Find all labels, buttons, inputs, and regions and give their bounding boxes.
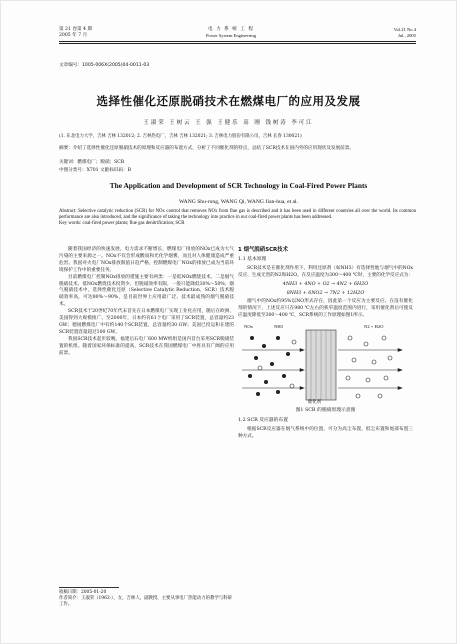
header-rule bbox=[59, 41, 416, 42]
affiliation-cn: (1. 东北电力大学，吉林 吉林 132012; 2. 吉林热电厂，吉林 吉林 132021; 3. 吉林电力股份有限公司，吉林 长春 130021) bbox=[59, 134, 302, 139]
footnote bbox=[59, 590, 234, 608]
author-bio: 作者简介：王淑荣（1963-），女，吉林人，副教授，主要从事电厂热能动力的教学与科研工作。 bbox=[59, 596, 232, 607]
section-heading: 1 烟气脱硝SCR技术 bbox=[238, 247, 288, 253]
abstract-cn: 摘要：介绍了选择性催化还原脱硝技术的原理和反应器的布置方式，分析了不同催化剂的特点，总结了SCR技术在国内外的应用现状及发展前景。 bbox=[59, 146, 354, 151]
header-volume-en: Vol.21 No.4 bbox=[393, 27, 416, 32]
received-date: 收稿日期：2005-01-20 bbox=[59, 590, 107, 595]
header-date-en: Jul., 2005 bbox=[398, 33, 416, 38]
classification-cn: 中图分类号：X701 文献标识码：B bbox=[59, 168, 132, 173]
subsection-heading: 1.1 基本原理 bbox=[238, 256, 267, 262]
header-date-cn: 2005 年 7 月 bbox=[59, 33, 88, 38]
body-paragraph: 烟气中的NOx约95%以NO形式存在，因此第一个反应为主要反应。在没有催化剂的情况下，上述反应只在980 ℃左右的狭窄温度范围内进行，采用催化剂后可使反应温度降低至300～400 ℃，SCR系统的工作原理如图1所示。 bbox=[238, 299, 413, 319]
header-rule-thin bbox=[59, 43, 416, 44]
authors-en: WANG Shu-rong, WANG Qi, WANG Jian-hua, et al. bbox=[179, 199, 298, 205]
figure-label-out: N2 + H2O bbox=[364, 324, 384, 330]
inlet-molecules bbox=[248, 336, 290, 396]
body-right-column bbox=[238, 247, 413, 441]
journal-volume-en bbox=[326, 27, 416, 39]
scr-principle-figure bbox=[238, 324, 413, 406]
body-paragraph: SCR技术于20世纪70年代末首先在日本燃煤电厂实现工业化应用，随后在欧洲、美国得到大规模推广。至2000年，日本约有61个电厂采用了SCR装置，总容量约23 GW；德国燃煤电厂中有约140个SCR装置，总容量约30 GW；美国已投运和在建的SCR装置容量超过100 GW。 bbox=[59, 309, 234, 335]
body-paragraph: 随着我国经济的快速发展，电力需求不断增长，燃煤电厂排放的NOx已成为大气污染的主要来源之一。NOx不仅会形成酸雨和光化学烟雾，而且对人体健康造成严重危害。我国对火电厂NOx排放限值日趋严格，控制燃煤电厂NOx的排放已成为当前环境保护工作中的重要任务。 bbox=[59, 247, 234, 273]
body-paragraph: 根据SCR反应器在烟气系统中的位置，可分为高尘布置、低尘布置和尾部布置三种方式。 bbox=[238, 426, 413, 439]
figure-caption: 图1 SCR 的脱硝原理示意图 bbox=[295, 408, 356, 414]
authors-cn: 王淑荣 王树云 王 强 王健乐 高 刚 钱树涛 李可江 bbox=[143, 120, 314, 126]
body-left-column bbox=[59, 247, 234, 358]
figure-label-nh3: NH3 bbox=[274, 324, 283, 330]
abstract-en bbox=[59, 209, 416, 228]
figure-label-catalyst: 催化剂 bbox=[308, 400, 322, 406]
scr-diagram bbox=[238, 324, 413, 406]
title-cn: 选择性催化还原脱硝技术在燃煤电厂的应用及发展 bbox=[96, 94, 361, 108]
figure-label-nox: NOx bbox=[244, 324, 253, 330]
header-journal-cn: 电 力 系 统 工 程 bbox=[208, 27, 254, 32]
header-volume-cn: 第 21 卷第 4 期 bbox=[59, 27, 92, 32]
abstract-en-text: Abstract: Selective catalytic reduction (SCR) for NOx control that removes NOx from flue gas is described and it has been used in different countries all over the world. Its common performance are also introduced, and the significance of taking the technology into practice in our coal-fired power plants has been addressed. bbox=[59, 209, 416, 221]
body-paragraph: 目前燃煤电厂控制NOx排放的措施主要有两类：一是低NOx燃烧技术，二是烟气脱硝技术。低NOx燃烧技术投资少，但脱硝效率有限，一般只能降低30%～50%；烟气脱硝技术中，选择性催化还原（Selective Catalytic Reduction，SCR）技术脱硝效率高，可达80%～90%，是目前世界上应用最广泛、技术最成熟的烟气脱硝技术。 bbox=[59, 274, 234, 308]
keywords-en: Key words: coal-fired power plants; flue gas denitrification; SCR bbox=[59, 221, 185, 227]
title-en: The Application and Development of SCR Technology in Coal-Fired Power Plants bbox=[109, 181, 368, 190]
journal-name bbox=[151, 27, 311, 39]
outlet-molecules bbox=[346, 336, 392, 398]
footnote-rule bbox=[59, 587, 119, 588]
subsection-heading: 1.2 SCR 反应器的布置 bbox=[238, 418, 289, 424]
journal-issue bbox=[59, 27, 149, 39]
formula-2: 8NH3 + 6NO2 → 7N2 + 12H2O bbox=[286, 290, 365, 296]
keywords-cn: 关键词：燃煤电厂；脱硝；SCR bbox=[59, 160, 125, 165]
body-paragraph: 我国SCR技术起步较晚，福建后石电厂600 MW机组是国内首台采用SCR脱硝装置的机组。随着国家环保标准的提高，SCR技术在我国燃煤电厂中将具有广阔的应用前景。 bbox=[59, 336, 234, 356]
formula-1: 4NH3 + 4NO + O2 → 4N2 + 6H2O bbox=[282, 281, 369, 287]
header-journal-en: Power System Engineering bbox=[205, 33, 256, 38]
body-paragraph: SCR技术是在催化剂作用下，利用还原剂（如NH3）有选择性地与烟气中的NOx反应，生成无害的N2和H2O。在反应温度为300～400 ℃时，主要的化学反应式为： bbox=[238, 265, 413, 278]
article-id: 文章编号：1005-006X(2005)04-0011-03 bbox=[59, 63, 150, 68]
